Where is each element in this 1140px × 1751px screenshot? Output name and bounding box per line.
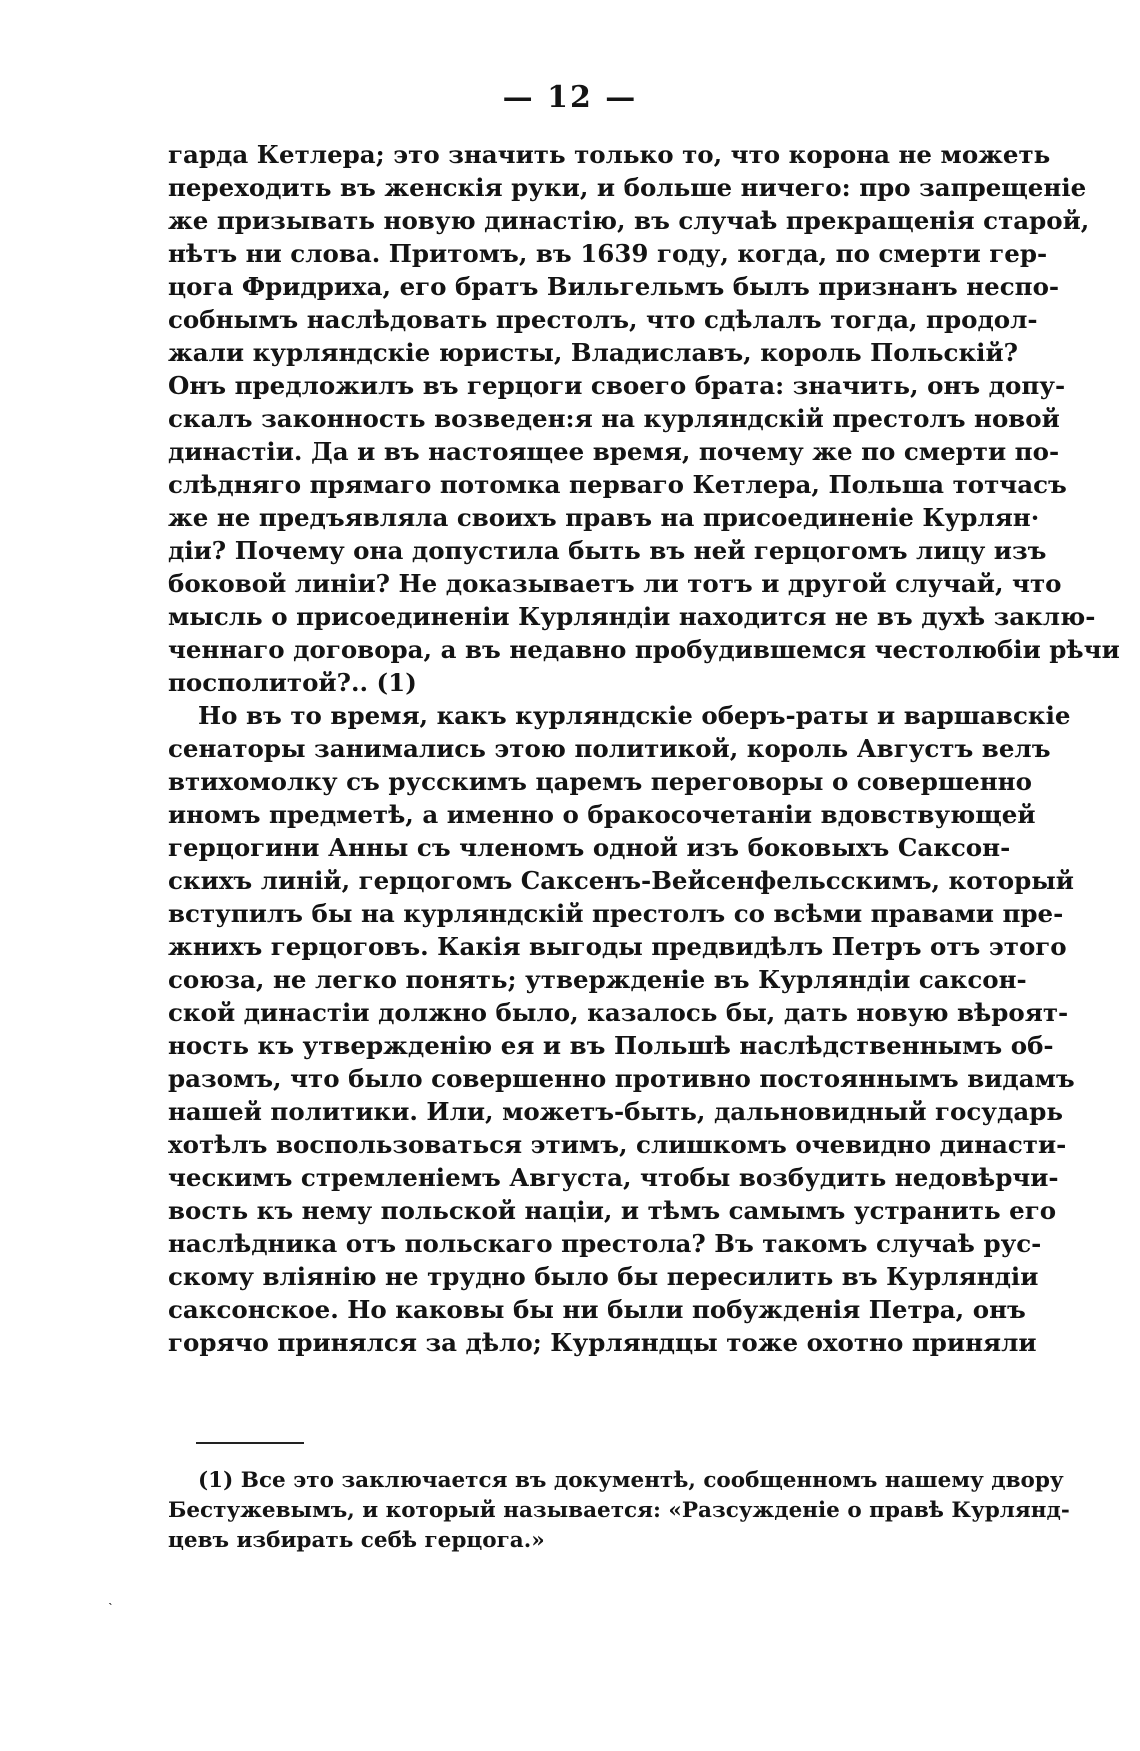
body-line: мысль о присоединеніи Курляндіи находится не въ духѣ заклю- (168, 602, 1096, 631)
body-line: сенаторы занимались этою политикой, король Августъ велъ (168, 734, 1051, 763)
body-line: Онъ предложилъ въ герцоги своего брата: значить, онъ допу- (168, 371, 1066, 400)
footnote-divider (196, 1442, 304, 1444)
body-line: разомъ, что было совершенно противно постояннымъ видамъ (168, 1064, 1075, 1093)
body-line: переходить въ женскія руки, и больше ничего: про запрещеніе (168, 173, 1087, 202)
body-line: иномъ предметѣ, а именно о бракосочетаніи вдовствующей (168, 800, 1036, 829)
body-line: хотѣлъ воспользоваться этимъ, слишкомъ очевидно династи- (168, 1130, 1067, 1159)
body-text (168, 138, 1120, 1359)
body-line: боковой линіи? Не доказываетъ ли тотъ и другой случай, что (168, 569, 1062, 598)
body-line: скалъ законность возведен:я на курляндскій престолъ новой (168, 404, 1060, 433)
body-line: горячо принялся за дѣло; Курляндцы тоже охотно приняли (168, 1328, 1037, 1357)
body-line: слѣдняго прямаго потомка перваго Кетлера, Польша тотчасъ (168, 470, 1067, 499)
body-line: жали курляндскіе юристы, Владиславъ, король Польскій? (168, 338, 1018, 367)
body-line: же призывать новую династію, въ случаѣ прекращенія старой, (168, 206, 1090, 235)
body-line: вость къ нему польской націи, и тѣмъ самымъ устранить его (168, 1196, 1057, 1225)
body-line: саксонское. Но каковы бы ни были побужденія Петра, онъ (168, 1295, 1026, 1324)
body-line: вступилъ бы на курляндскій престолъ со всѣми правами пре- (168, 899, 1064, 928)
footnote-line: (1) Все это заключается въ документѣ, сообщенномъ нашему двору (198, 1468, 1064, 1493)
body-line: же не предъявляла своихъ правъ на присоединеніе Курлян· (168, 503, 1040, 532)
body-line: цога Фридриха, его братъ Вильгельмъ былъ признанъ неспо- (168, 272, 1060, 301)
scan-speck-mark: ˴ (108, 1595, 113, 1611)
body-line: жнихъ герцоговъ. Какія выгоды предвидѣлъ Петръ отъ этого (168, 932, 1067, 961)
body-line: династіи. Да и въ настоящее время, почему же по смерти по- (168, 437, 1060, 466)
page-number: — 12 — (502, 80, 638, 115)
body-line: союза, не легко понять; утвержденіе въ Курляндіи саксон- (168, 965, 1027, 994)
body-line: герцогини Анны съ членомъ одной изъ боковыхъ Саксон- (168, 833, 1011, 862)
body-line: ность къ утвержденію ея и въ Польшѣ наслѣдственнымъ об- (168, 1031, 1054, 1060)
footnote (168, 1466, 1070, 1556)
body-line: наслѣдника отъ польскаго престола? Въ такомъ случаѣ рус- (168, 1229, 1042, 1258)
footnote-line: Бестужевымъ, и который называется: «Разсужденіе о правѣ Курлянд- (168, 1498, 1070, 1523)
body-line: нѣтъ ни слова. Притомъ, въ 1639 году, когда, по смерти гер- (168, 239, 1048, 268)
body-line: діи? Почему она допустила быть въ ней герцогомъ лицу изъ (168, 536, 1047, 565)
body-line: нашей политики. Или, можетъ-быть, дальновидный государь (168, 1097, 1063, 1126)
body-line: скому вліянію не трудно было бы пересилить въ Курляндіи (168, 1262, 1039, 1291)
paragraph-first-line: Но въ то время, какъ курляндскіе оберъ-раты и варшавскіе (198, 701, 1071, 730)
paragraph-end-line: посполитой?.. (1) (168, 668, 417, 697)
body-line: втихомолку съ русскимъ царемъ переговоры о совершенно (168, 767, 1032, 796)
body-line: собнымъ наслѣдовать престолъ, что сдѣлалъ тогда, продол- (168, 305, 1038, 334)
body-line: скихъ линій, герцогомъ Саксенъ-Вейсенфельсскимъ, который (168, 866, 1074, 895)
body-line: гарда Кетлера; это значить только то, что корона не можеть (168, 140, 1051, 169)
body-line: ской династіи должно было, казалось бы, дать новую вѣроят- (168, 998, 1069, 1027)
body-line: ченнаго договора, а въ недавно пробудившемся честолюбіи рѣчи (168, 635, 1120, 664)
body-line: ческимъ стремленіемъ Августа, чтобы возбудить недовѣрчи- (168, 1163, 1059, 1192)
footnote-line: цевъ избирать себѣ герцога.» (168, 1528, 545, 1553)
